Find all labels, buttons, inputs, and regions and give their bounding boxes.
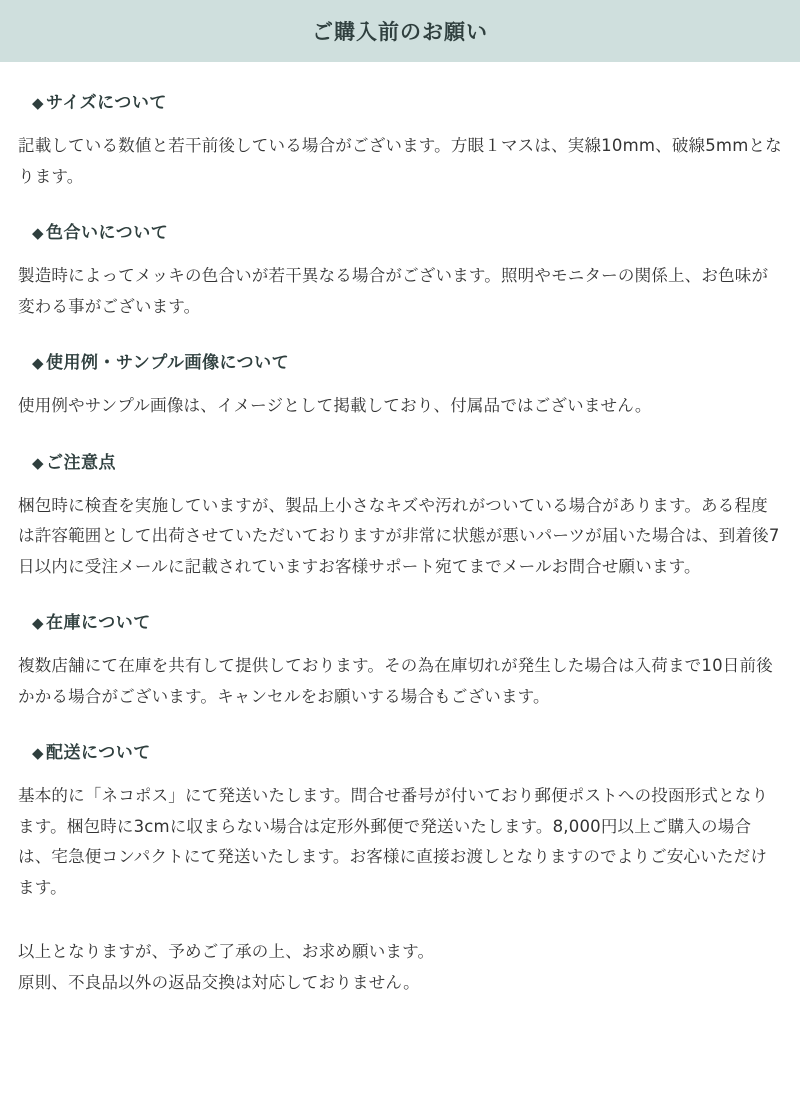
section-caution-heading — [32, 448, 782, 473]
diamond-icon: ◆ — [32, 224, 45, 243]
notice-content — [0, 88, 800, 1008]
section-caution — [18, 448, 782, 583]
page-banner — [0, 0, 800, 62]
section-shipping-heading — [32, 738, 782, 763]
diamond-icon: ◆ — [32, 453, 45, 472]
section-shipping-body-text: 基本的に「ネコポス」にて発送いたします。問合せ番号が付いており郵便ポストへの投函形式となります。梱包時に3cmに収まらない場合は定形外郵便で発送いたします。8,000円以上ご購入の場合は、宅急便コンパクトにて発送いたします。お客様に直接お渡しとなりますのでよりご安心いただけます。 — [18, 786, 769, 897]
diamond-icon: ◆ — [32, 354, 45, 373]
section-stock-heading-text: 在庫について — [46, 613, 151, 634]
section-caution-heading-text: ご注意点 — [46, 452, 117, 473]
section-color-heading-text: 色合いについて — [46, 223, 169, 244]
section-color-body — [18, 261, 782, 322]
section-color — [18, 218, 782, 322]
section-size-body-text: 記載している数値と若干前後している場合がございます。方眼１マスは、実線10mm、破線5mmとなります。 — [18, 136, 782, 186]
section-sample-image-heading — [32, 348, 782, 373]
section-sample-image — [18, 348, 782, 422]
closing-line-2: 原則、不良品以外の返品交換は対応しておりません。 — [18, 972, 420, 992]
section-shipping — [18, 738, 782, 903]
diamond-icon: ◆ — [32, 94, 45, 112]
diamond-icon: ◆ — [32, 614, 45, 633]
closing-note — [18, 937, 782, 1008]
section-sample-image-body — [18, 391, 782, 422]
section-shipping-body — [18, 781, 782, 903]
closing-line-1: 以上となりますが、予めご了承の上、お求め願います。 — [18, 942, 435, 962]
section-color-body-text: 製造時によってメッキの色合いが若干異なる場合がございます。照明やモニターの関係上、お色味が変わる事がございます。 — [18, 266, 769, 316]
section-color-heading — [32, 218, 782, 243]
section-sample-image-heading-text: 使用例・サンプル画像について — [46, 353, 290, 374]
section-stock — [18, 608, 782, 712]
section-size — [18, 88, 782, 192]
section-sample-image-body-text: 使用例やサンプル画像は、イメージとして掲載しており、付属品ではございません。 — [18, 396, 652, 416]
section-stock-heading — [32, 608, 782, 633]
section-stock-body-text: 複数店舗にて在庫を共有して提供しております。その為在庫切れが発生した場合は入荷まで10日前後かかる場合がございます。キャンセルをお願いする場合もございます。 — [18, 656, 773, 706]
diamond-icon: ◆ — [32, 744, 45, 763]
section-stock-body — [18, 651, 782, 712]
section-size-heading — [32, 88, 782, 113]
section-size-heading-text: サイズについて — [46, 93, 167, 113]
section-caution-body-text: 梱包時に検査を実施していますが、製品上小さなキズや汚れがついている場合があります。ある程度は許容範囲として出荷させていただいておりますが非常に状態が悪いパーツが届いた場合は、到着後7日以内に受注メールに記載されていますお客様サポート宛てまでメールお問合せ願います。 — [18, 495, 780, 576]
page-title: ご購入前のお願い — [312, 20, 488, 44]
section-caution-body — [18, 491, 782, 583]
section-shipping-heading-text: 配送について — [46, 743, 151, 764]
section-size-body — [18, 131, 782, 192]
